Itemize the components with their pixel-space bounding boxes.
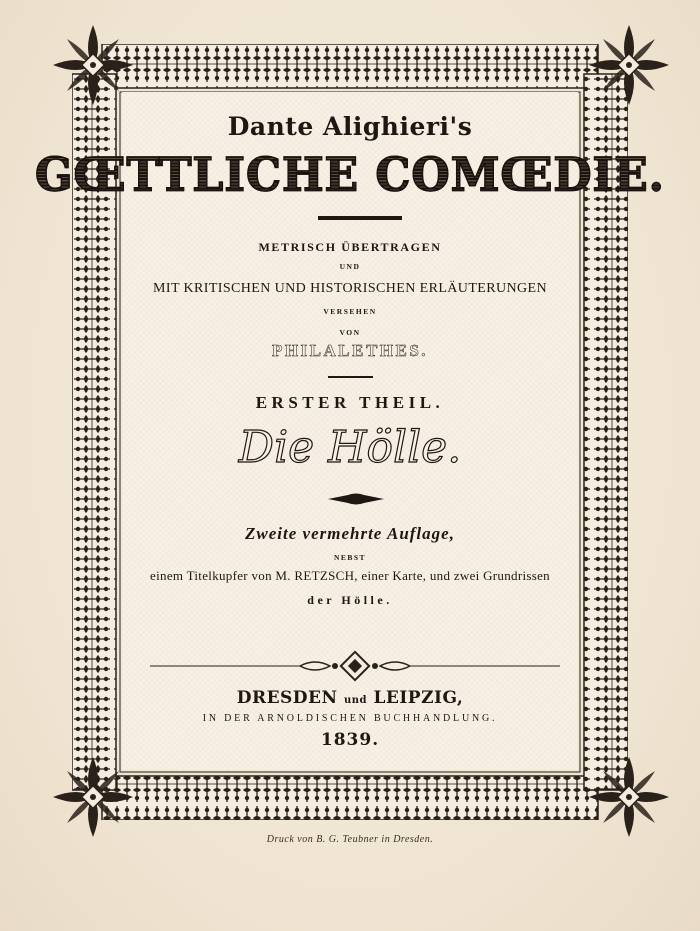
edition-line-1: Zweite vermehrte Auflage,: [245, 524, 455, 543]
book-title: [0, 149, 700, 203]
corner-ornament-bottom-right: [588, 756, 670, 838]
corner-ornament-top-right: [588, 24, 670, 106]
imprint-places: [0, 688, 700, 708]
title-rule: [318, 216, 402, 220]
imprint-place-b: LEIPZIG,: [373, 688, 464, 708]
part-label: ERSTER THEIL.: [255, 393, 445, 412]
part-name: [0, 422, 700, 473]
subtitle-line-3: MIT KRITISCHEN UND HISTORISCHEN ERLÄUTERUNGEN: [153, 281, 547, 296]
edition-line-4: der Hölle.: [307, 593, 393, 607]
translator-name: [0, 341, 700, 361]
part-name-text: Die Hölle.: [238, 422, 462, 473]
imprint-ornament: [150, 650, 560, 682]
subtitle-line-2: UND: [339, 262, 361, 271]
translator-rule: [328, 376, 373, 378]
imprint-place-a: DRESDEN: [236, 688, 338, 708]
imprint-year: 1839.: [320, 730, 380, 750]
book-title-text: GŒTTLICHE COMŒDIE.: [35, 148, 665, 203]
edition-line-2: NEBST: [333, 553, 367, 562]
edition-line-3: einem Titelkupfer von M. RETZSCH, einer Karte, und zwei Grundrissen: [150, 568, 550, 583]
translator-name-text: PHILALETHES.: [271, 341, 429, 360]
author-line: Dante Alighieri's: [227, 112, 473, 141]
imprint-and: und: [343, 695, 368, 706]
printer-credit: Druck von B. G. Teubner in Dresden.: [266, 834, 434, 845]
subtitle-line-1: METRISCH ÜBERTRAGEN: [258, 240, 442, 254]
imprint-publisher: IN DER ARNOLDISCHEN BUCHHANDLUNG.: [202, 713, 498, 724]
diamond-ornament: [328, 492, 384, 506]
subtitle-line-4: VERSEHEN: [323, 307, 377, 316]
subtitle-line-5: VON: [339, 328, 361, 337]
